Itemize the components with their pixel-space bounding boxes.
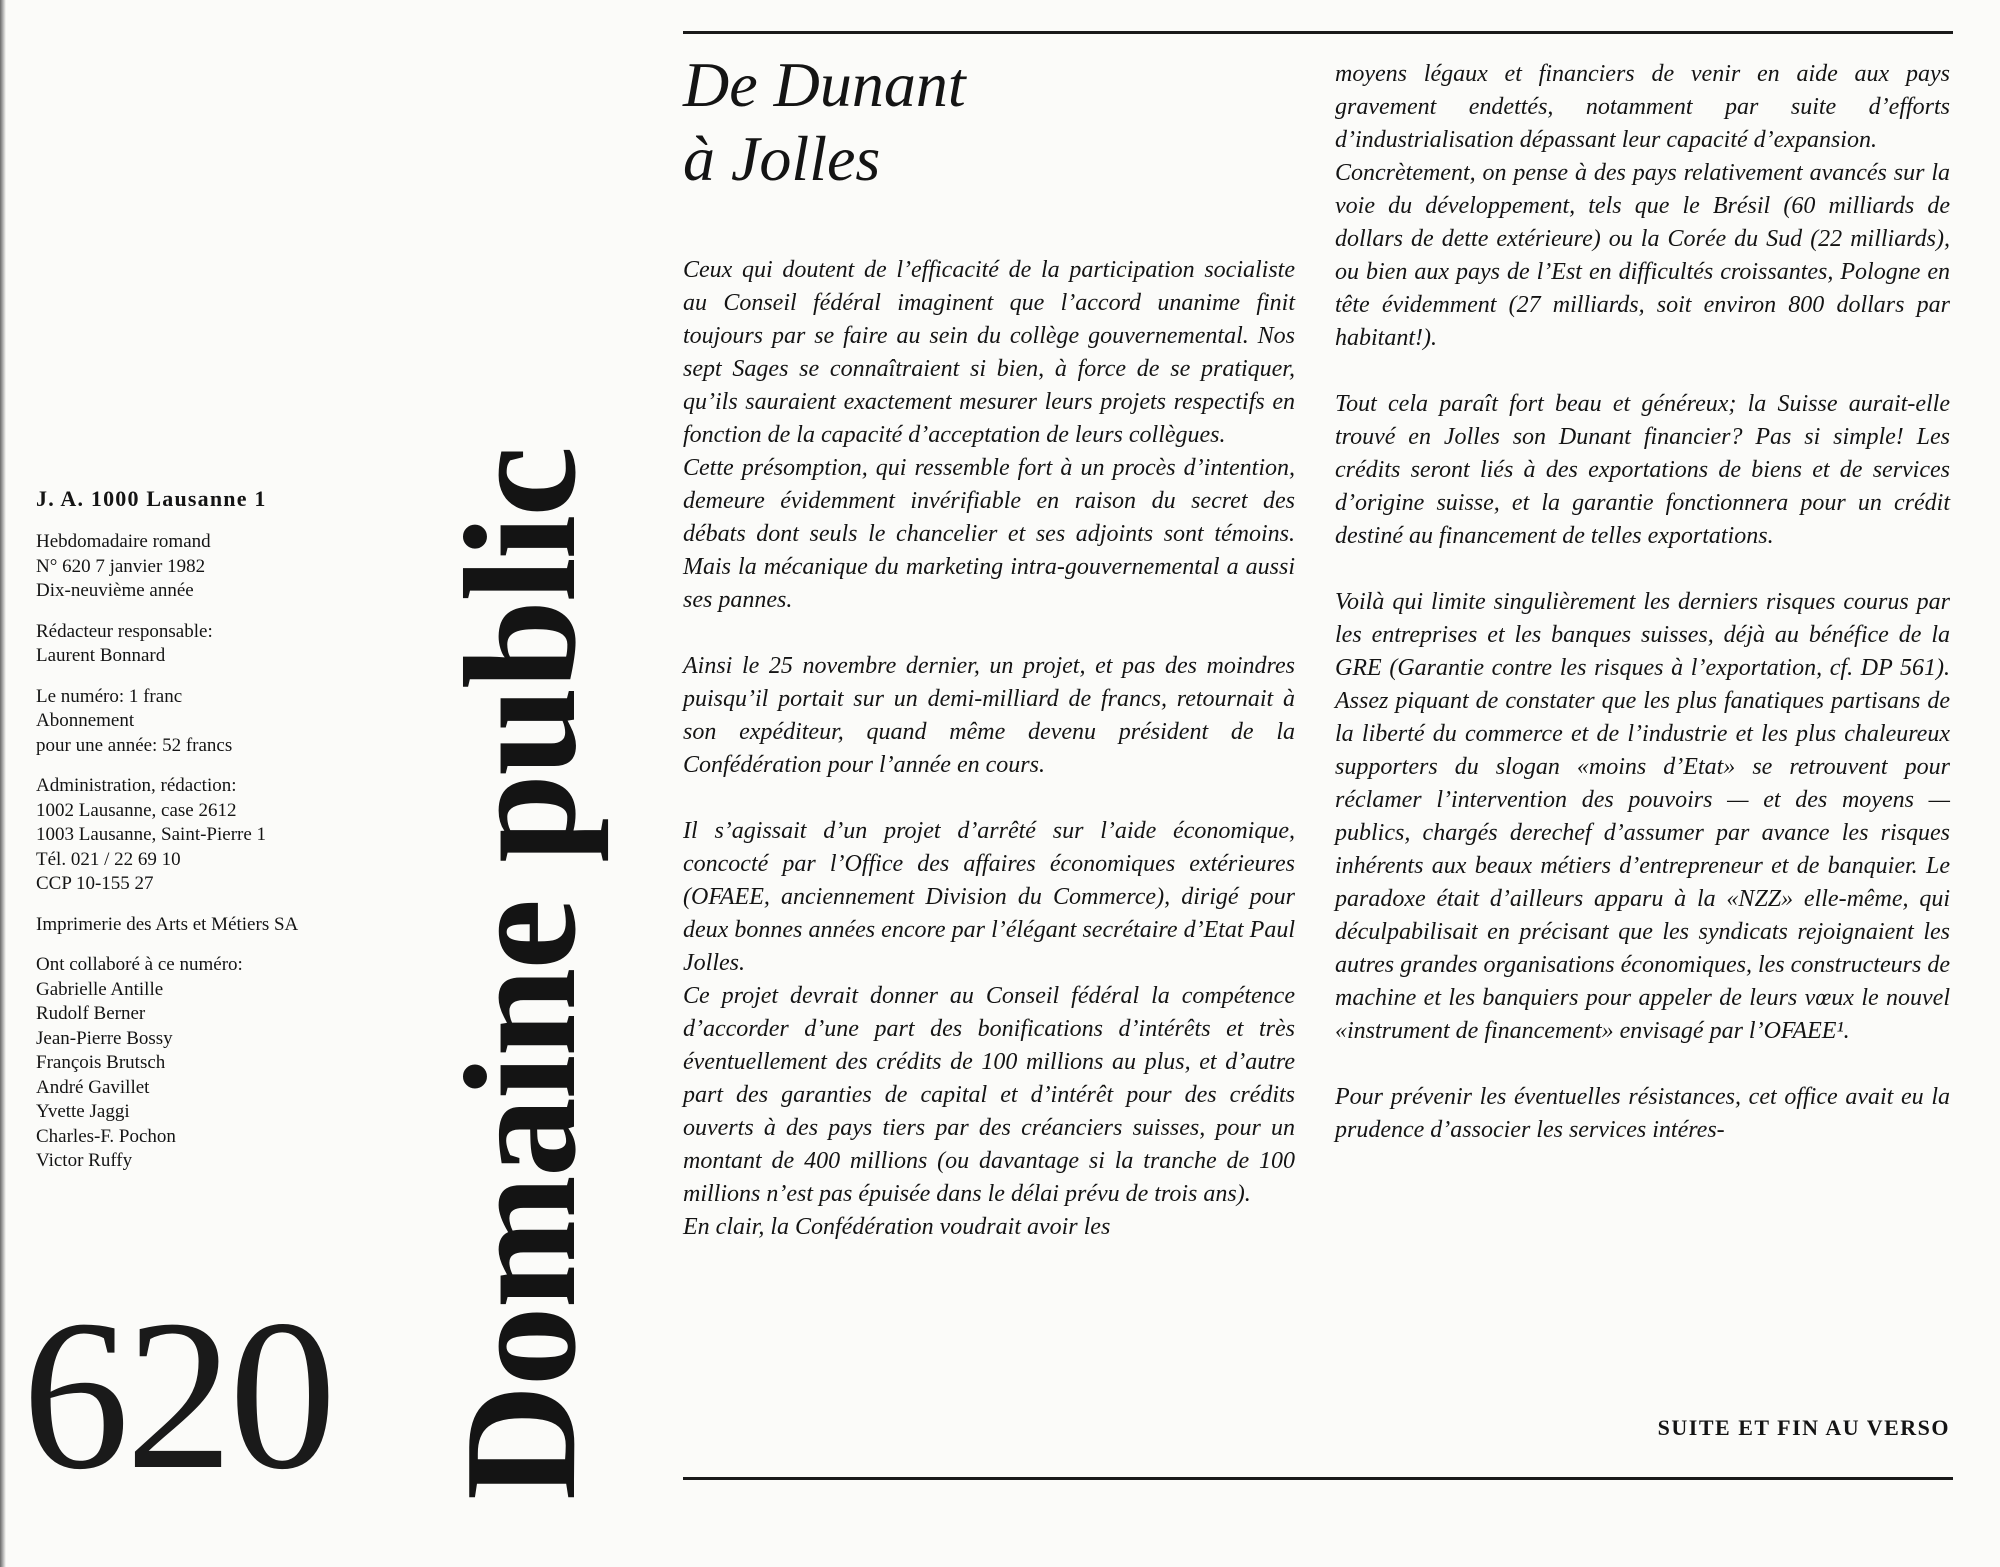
editor-line: Rédacteur responsable: xyxy=(36,620,213,642)
contributor-name: François Brutsch xyxy=(36,1052,166,1073)
continued-notice: SUITE ET FIN AU VERSO xyxy=(1657,1415,1950,1440)
contributor-name: Charles-F. Pochon xyxy=(36,1125,176,1147)
administration-line: CCP 10-155 27 xyxy=(36,873,154,894)
article-column-1 xyxy=(683,254,1295,1244)
editor-line: Laurent Bonnard xyxy=(36,645,166,666)
contributor-name: Rudolf Berner xyxy=(36,1003,146,1024)
paragraph: En clair, la Confédération voudrait avoir les xyxy=(683,1214,1111,1240)
printer-line: Imprimerie des Arts et Métiers SA xyxy=(36,913,299,935)
publication-info xyxy=(36,486,396,1190)
bottom-rule xyxy=(683,1477,1953,1480)
administration-line: Tél. 021 / 22 69 10 xyxy=(36,848,181,870)
paragraph: Voilà qui limite singulièrement les derniers risques courus par les entreprises et les banques suisses, déjà au bénéfice de la GRE (Garantie contre les risques à l’exportation, cf. DP 561). Assez piquant de constater que les plus fanatiques partisans de la liberté du commerce et de l’industrie et les plus chaleureux supporters du slogan «moins d’Etat» se retrouvent pour réclamer l’intervention des pouvoirs — et des moyens — publics, chargés derechef d’assumer par avance les risques inhérents aux beaux métiers d’entrepreneur et de banquier. Le paradoxe était d’ailleurs apparu à la «NZZ» elle-même, qui déculpabilisait en précisant que les syndicats rejoignaient les autres grandes organisations économiques, les constructeurs de machine et les banquiers pour appeler de leurs vœux le nouvel «instrument de financement» envisagé par l’OFAEE¹. xyxy=(1335,589,1950,1044)
article-column-2 xyxy=(1335,58,1950,1147)
publication-line: Dix-neuvième année xyxy=(36,580,194,601)
price-line: pour une année: 52 francs xyxy=(36,734,233,756)
editor-block xyxy=(36,620,396,669)
publication-details xyxy=(36,530,396,604)
publication-line: Hebdomadaire romand xyxy=(36,531,211,552)
administration-line: 1003 Lausanne, Saint-Pierre 1 xyxy=(36,824,267,845)
paragraph: Il s’agissait d’un projet d’arrêté sur l’aide économique, concocté par l’Office des affaires économiques extérieures (OFAEE, anciennement Division du Commerce), dirigé pour deux bonnes années encore par l’élégant secrétaire d’Etat Paul Jolles. xyxy=(683,818,1295,976)
administration-line: 1002 Lausanne, case 2612 xyxy=(36,799,237,821)
contributors-block xyxy=(36,953,396,1174)
paragraph: Ainsi le 25 novembre dernier, un projet, et pas des moindres puisqu’il portait sur un demi-milliard de francs, retournait à son expéditeur, quand même devenu président de la Confédération pour l’année en cours. xyxy=(683,653,1295,778)
paragraph: Cette présomption, qui ressemble fort à un procès d’intention, demeure évidemment invérifiable en raison du secret des débats dont seuls le chancelier et ses adjoints sont témoins. Mais la mécanique du marketing intra-gouvernemental a aussi ses pannes. xyxy=(683,455,1295,613)
postal-mark: J. A. 1000 Lausanne 1 xyxy=(36,486,267,511)
contributors-label: Ont collaboré à ce numéro: xyxy=(36,954,243,975)
masthead-title: Domaine public xyxy=(431,447,609,1500)
administration-line: Administration, rédaction: xyxy=(36,775,237,796)
title-line: De Dunant xyxy=(683,49,966,120)
contributor-name: Gabrielle Antille xyxy=(36,978,164,1000)
paragraph: moyens légaux et financiers de venir en aide aux pays gravement endettés, notamment par suite d’efforts d’industrialisation dépassant leur capacité d’expansion. xyxy=(1335,61,1950,153)
page-edge-shadow xyxy=(0,0,6,1567)
paragraph: Ce projet devrait donner au Conseil fédéral la compétence d’accorder d’une part des bonifications d’intérêts et très éventuellement des crédits de 100 millions au plus, et d’autre part des garanties de capital et d’intérêt pour des crédits ouverts à des pays tiers par des créanciers suisses, pour un montant de 400 millions (ou davantage si la tranche de 100 millions n’est pas épuisée dans le délai prévu de trois ans). xyxy=(683,983,1295,1207)
price-line: Le numéro: 1 franc xyxy=(36,685,183,707)
price-block xyxy=(36,685,396,759)
publication-line: N° 620 7 janvier 1982 xyxy=(36,555,206,577)
contributor-name: Victor Ruffy xyxy=(36,1150,133,1171)
paragraph: Pour prévenir les éventuelles résistances, cet office avait eu la prudence d’associer les services intéres- xyxy=(1335,1084,1950,1143)
contributor-name: Yvette Jaggi xyxy=(36,1101,130,1122)
price-line: Abonnement xyxy=(36,710,135,731)
administration-block xyxy=(36,774,396,897)
contributor-name: André Gavillet xyxy=(36,1076,150,1098)
top-rule xyxy=(683,31,1953,34)
contributor-name: Jean-Pierre Bossy xyxy=(36,1027,173,1049)
paragraph: Concrètement, on pense à des pays relativement avancés sur la voie du développement, tels que le Brésil (60 milliards de dollars de dette extérieure) ou la Corée du Sud (22 milliards), ou bien aux pays de l’Est en difficultés croissantes, Pologne en tête évidemment (27 milliards, soit environ 800 dollars par habitant!). xyxy=(1335,160,1950,351)
paragraph: Tout cela paraît fort beau et généreux; la Suisse aurait-elle trouvé en Jolles son Dunant financier? Pas si simple! Les crédits seront liés à des exportations de biens et de services d’origine suisse, et la garantie fonctionnera pour un crédit destiné au financement de telles exportations. xyxy=(1335,391,1950,549)
title-line: à Jolles xyxy=(683,123,881,194)
paragraph: Ceux qui doutent de l’efficacité de la participation socialiste au Conseil fédéral imaginent que l’accord unanime finit toujours par se faire au sein du collège gouvernemental. Nos sept Sages se connaîtraient si bien, à force de se pratiquer, qu’ils sauraient exactement mesurer leurs projets respectifs en fonction de la capacité d’acceptation de leurs collègues. xyxy=(683,257,1295,448)
article-title xyxy=(683,48,1283,196)
printer-block xyxy=(36,913,396,938)
issue-number: 620 xyxy=(22,1275,333,1514)
